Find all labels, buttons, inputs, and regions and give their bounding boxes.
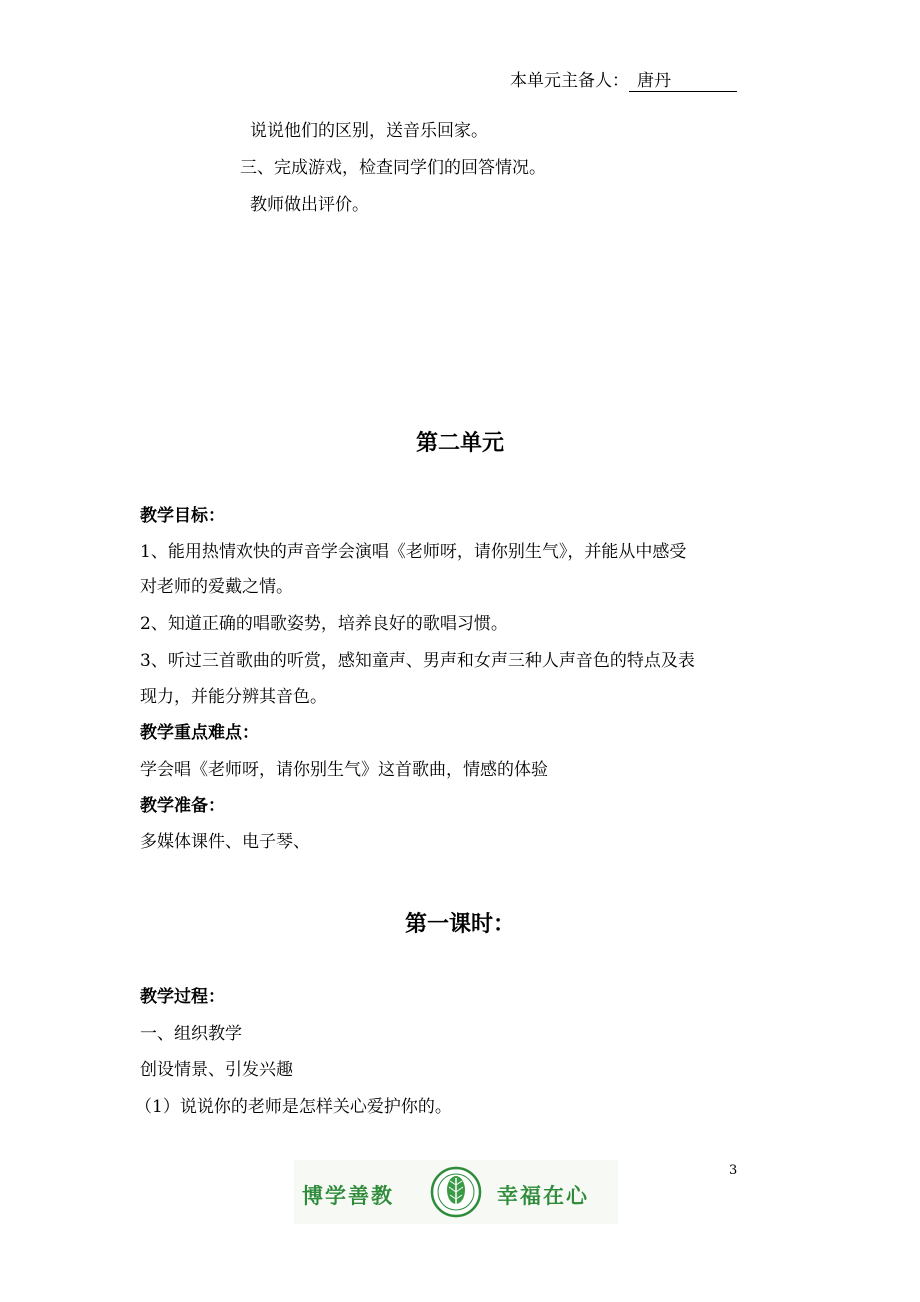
footer-logo-banner [294, 1160, 618, 1224]
header-name: 唐丹 [629, 66, 737, 92]
process-line-2: 创设情景、引发兴趣 [140, 1060, 293, 1080]
goal-item-3-line-1: 3、听过三首歌曲的听赏，感知童声、男声和女声三种人声音色的特点及表 [140, 651, 695, 671]
goal-item-1-line-2: 对老师的爱戴之情。 [140, 577, 293, 597]
text-line: 三、完成游戏，检查同学们的回答情况。 [240, 158, 546, 178]
preparation-heading: 教学准备： [140, 796, 225, 816]
page-header [510, 66, 737, 92]
process-line-1: 一、组织教学 [140, 1024, 242, 1044]
lesson-title: 第一课时： [404, 912, 515, 937]
page-number: 3 [729, 1163, 738, 1178]
text-line: 说说他们的区别，送音乐回家。 [250, 121, 488, 141]
process-heading: 教学过程： [140, 987, 225, 1007]
key-points-heading: 教学重点难点： [140, 723, 259, 743]
goal-item-3-line-2: 现力，并能分辨其音色。 [140, 687, 327, 707]
unit-title: 第二单元 [415, 431, 504, 456]
footer-left-slogan: 博学善教 [302, 1184, 394, 1208]
key-points-text: 学会唱《老师呀，请你别生气》这首歌曲，情感的体验 [140, 760, 548, 780]
preparation-text: 多媒体课件、电子琴、 [140, 832, 310, 852]
text-line: 教师做出评价。 [250, 195, 369, 215]
school-emblem-icon [430, 1165, 482, 1219]
process-line-3: （1）说说你的老师是怎样关心爱护你的。 [135, 1097, 452, 1117]
goal-item-1-line-1: 1、能用热情欢快的声音学会演唱《老师呀，请你别生气》，并能从中感受 [140, 542, 687, 562]
goal-item-2: 2、知道正确的唱歌姿势，培养良好的歌唱习惯。 [140, 614, 508, 634]
header-label: 本单元主备人： [510, 71, 629, 91]
goals-heading: 教学目标： [140, 506, 225, 526]
footer-right-slogan: 幸福在心 [497, 1184, 589, 1208]
